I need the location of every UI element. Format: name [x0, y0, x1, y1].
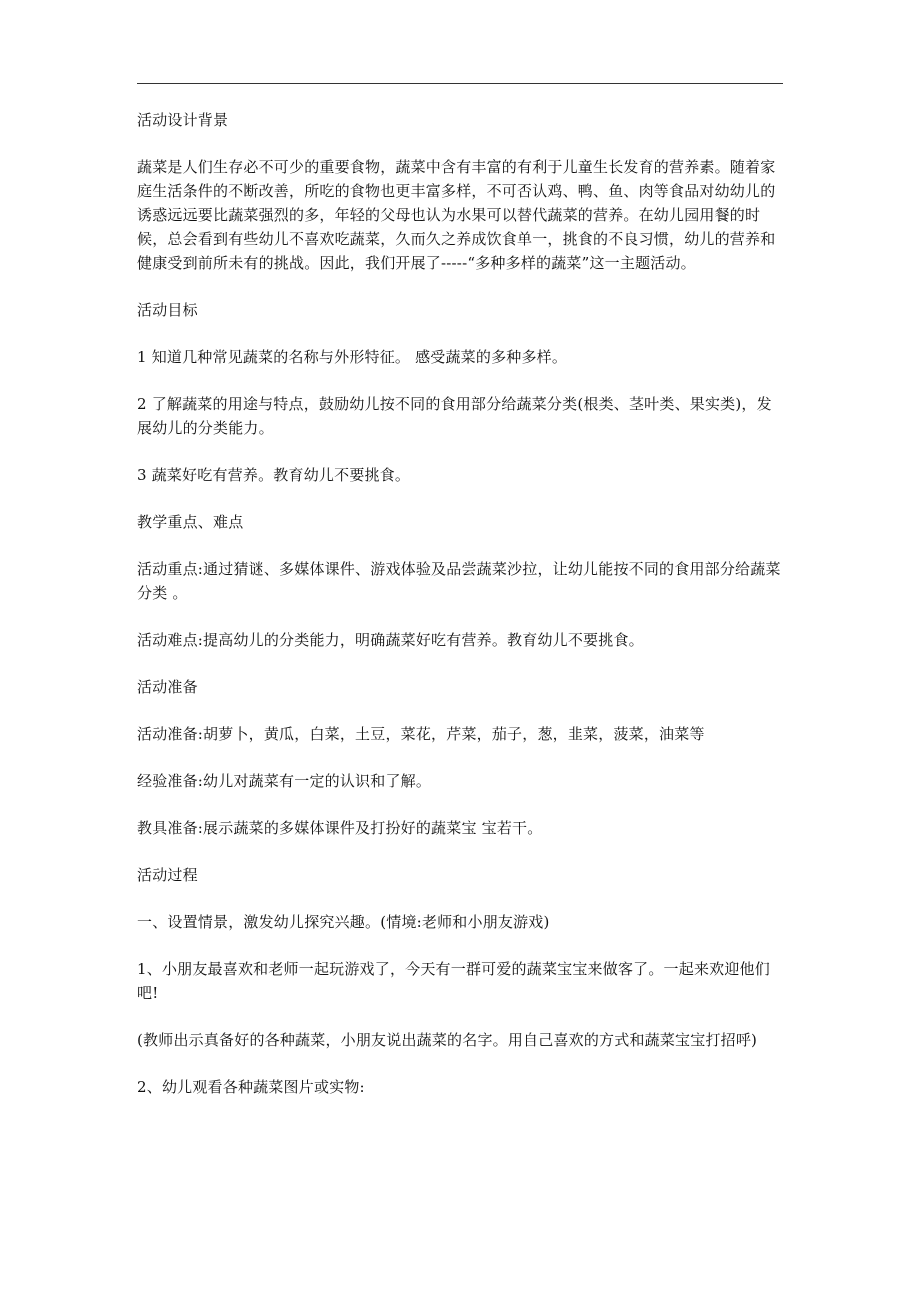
heading-key-points: 教学重点、难点 — [137, 513, 244, 531]
key-point-focus: 活动重点:通过猜谜、多媒体课件、游戏体验及品尝蔬菜沙拉，让幼儿能按不同的食用部分给蔬菜分类 。 — [137, 560, 781, 602]
process-substep-2: 2、幼儿观看各种蔬菜图片或实物: — [137, 1078, 365, 1096]
process-substep-1: 1、小朋友最喜欢和老师一起玩游戏了，今天有一群可爱的蔬菜宝宝来做客了。一起来欢迎他们吧! — [137, 960, 770, 1002]
document-body — [137, 108, 787, 1099]
heading-background: 活动设计背景 — [137, 111, 229, 129]
key-point-difficulty: 活动难点:提高幼儿的分类能力，明确蔬菜好吃有营养。教育幼儿不要挑食。 — [137, 631, 644, 649]
paragraph-background: 蔬菜是人们生存必不可少的重要食物，蔬菜中含有丰富的有利于儿童生长发育的营养素。随着家庭生活条件的不断改善，所吃的食物也更丰富多样，不可否认鸡、鸭、鱼、肉等食品对幼幼儿的诱惑远远要比蔬菜强烈的多，年轻的父母也认为水果可以替代蔬菜的营养。在幼儿园用餐的时候，总会看到有些幼儿不喜欢吃蔬菜，久而久之养成饮食单一，挑食的不良习惯，幼儿的营养和健康受到前所未有的挑战。因此，我们开展了-----“多种多样的蔬菜”这一主题活动。 — [137, 158, 776, 272]
process-step-1: 一、设置情景，激发幼儿探究兴趣。(情境:老师和小朋友游戏) — [137, 913, 550, 931]
preparation-teaching-aids: 教具准备:展示蔬菜的多媒体课件及打扮好的蔬菜宝 宝若干。 — [137, 819, 543, 837]
goal-item-3: 3 蔬菜好吃有营养。教育幼儿不要挑食。 — [137, 466, 411, 484]
process-note: (教师出示真备好的各种蔬菜，小朋友说出蔬菜的名字。用自己喜欢的方式和蔬菜宝宝打招呼) — [137, 1031, 758, 1049]
heading-preparation: 活动准备 — [137, 678, 198, 696]
header-rule — [137, 83, 783, 84]
heading-process: 活动过程 — [137, 866, 198, 884]
preparation-materials: 活动准备:胡萝卜，黄瓜，白菜，土豆，菜花，芹菜，茄子，葱，韭菜，菠菜，油菜等 — [137, 725, 705, 743]
goal-item-1: 1 知道几种常见蔬菜的名称与外形特征。 感受蔬菜的多种多样。 — [137, 348, 568, 366]
goal-item-2: 2 了解蔬菜的用途与特点，鼓励幼儿按不同的食用部分给蔬菜分类(根类、茎叶类、果实类)，发展幼儿的分类能力。 — [137, 395, 772, 437]
preparation-experience: 经验准备:幼儿对蔬菜有一定的认识和了解。 — [137, 772, 432, 790]
heading-goals: 活动目标 — [137, 301, 198, 319]
